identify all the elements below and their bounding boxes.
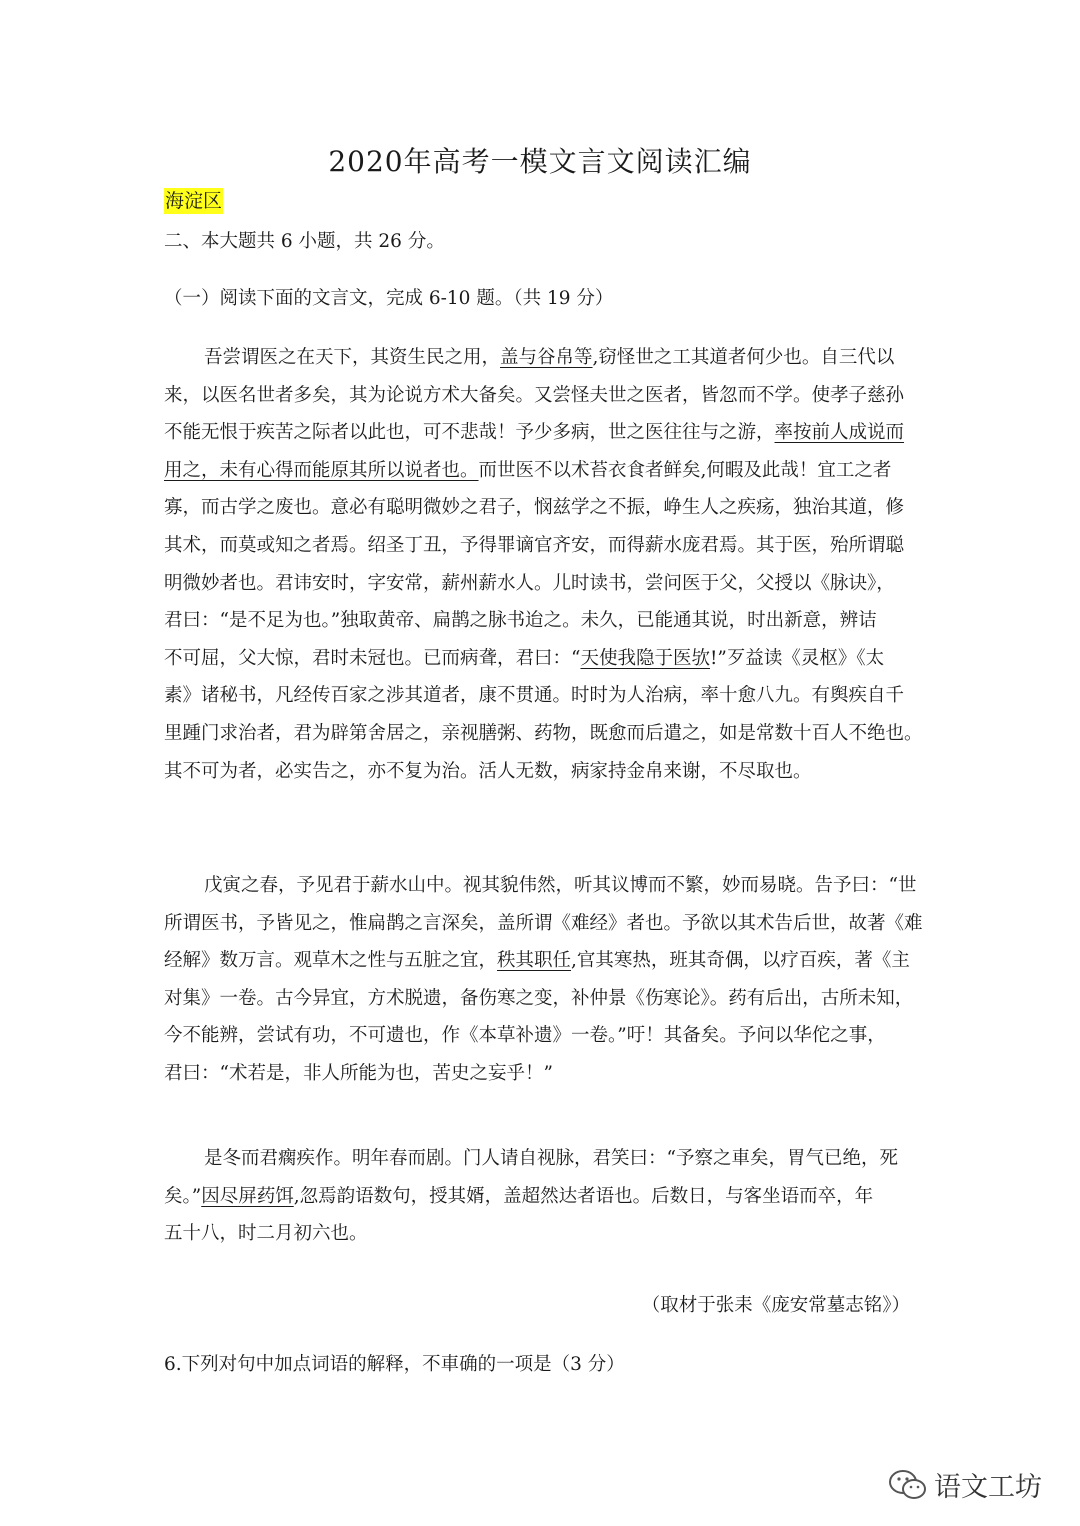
p3-line	[164, 1222, 919, 1246]
question-6: 6.下列对句中加点词语的解释，不車确的一项是（3 分）	[164, 1354, 625, 1375]
p1-line	[164, 760, 919, 784]
p2-line	[164, 1024, 919, 1048]
p1-line	[164, 609, 919, 633]
p2-line	[204, 874, 959, 898]
text-segment: 矣。”	[164, 1185, 202, 1207]
source-citation: （取材于张耒《庞安常墓志铭》）	[641, 1295, 910, 1316]
underlined-phrase: 盖与谷帛等	[500, 347, 593, 368]
watermark	[888, 1465, 1042, 1504]
text-segment: ,忽焉韵语数句，授其婿，盖超然达者语也。后数日，与客坐语而卒，年	[293, 1185, 874, 1207]
text-segment: 寡，而古学之废也。意必有聪明微妙之君子，悯兹学之不振，峥生人之疾疡，独治其道，修	[164, 497, 905, 519]
text-segment: 其不可为者，必实告之，亦不复为治。活人无数，病家持金帛来谢，不尽取也。	[164, 760, 812, 782]
p1-line	[164, 684, 919, 708]
p1-line	[164, 722, 923, 746]
text-segment: 所谓医书，予皆见之，惟扁鹊之言深矣，盖所谓《难经》者也。予欲以其术告后世，故著《难	[164, 912, 923, 934]
subsection-heading: （一）阅读下面的文言文，完成 6-10 题。（共 19 分）	[164, 288, 614, 309]
text-segment: 是冬而君瘸疾作。明年春而剧。门人请自视脉，君笑曰：“予察之車矣，胃气已绝，死	[204, 1148, 898, 1169]
underlined-phrase: 天使我隐于医欤	[580, 647, 710, 669]
text-segment: ,窃怪世之工其道者何少也。自三代以	[592, 347, 895, 368]
underlined-phrase: 秩其职任	[497, 950, 572, 971]
text-segment: ,官其寒热，班其奇偶，以疗百疾，著《主	[571, 950, 910, 971]
p2-line	[164, 912, 923, 936]
underlined-phrase: 因尽屏药饵	[201, 1185, 294, 1207]
wechat-icon	[888, 1468, 928, 1502]
p1-line	[164, 572, 919, 596]
text-segment: 来，以医名世者多矣，其为论说方术大备矣。又尝怪夫世之医者，皆忽而不学。使孝子慈孙	[164, 384, 905, 406]
p1-line	[164, 647, 919, 671]
text-segment: 今不能辨，尝试有功，不可遗也，作《本草补遗》一卷。”吁！其备矣。予问以华佗之事，	[164, 1025, 886, 1046]
text-segment: 不能无恨于疾苦之际者以此也，可不悲哉！予少多病，世之医往往与之游，	[164, 422, 775, 444]
region-label: 海淀区	[165, 190, 223, 212]
p1-line	[164, 421, 919, 445]
p3-line	[164, 1185, 919, 1209]
p1-line	[164, 534, 919, 558]
section-heading: 二、本大题共 6 小题，共 26 分。	[164, 231, 445, 252]
p3-line	[204, 1147, 959, 1171]
p1-line	[204, 346, 959, 370]
p1-line	[164, 459, 919, 483]
text-segment: 五十八，时二月初六也。	[164, 1223, 368, 1244]
underlined-phrase: 用之，未有心得而能原其所以说者也。	[164, 459, 479, 481]
p1-line	[164, 496, 919, 520]
text-segment: 而世医不以术苔衣食者鲜矣,何暇及此哉！宜工之者	[478, 459, 892, 481]
text-segment: 君曰：“是不足为也。”独取黄帝、扁鹊之脉书迨之。未久，已能通其说，时出新意，辨诘	[164, 610, 877, 632]
text-segment: 明微妙者也。君讳安时，字安常，薪州薪水人。儿时读书，尝问医于父，父授以《脉诀》，	[164, 572, 895, 594]
text-segment: 君曰：“术若是，非人所能为也，苦史之妄乎！”	[164, 1062, 553, 1084]
p2-line	[164, 949, 919, 973]
text-segment: 不可屈，父大惊，君时未冠也。已而病聋，君曰：“	[164, 647, 581, 669]
watermark-text: 语文工坊	[934, 1472, 1042, 1503]
text-segment: 经解》数万言。观草木之性与五脏之宜，	[164, 950, 498, 971]
text-segment: 戊寅之春，予见君于薪水山中。视其貌伟然，听其议博而不繁，妙而易晓。告予曰：“世	[204, 875, 917, 896]
text-segment: 素》诸秘书，凡经传百家之涉其道者，康不贯通。时时为人治病，率十愈八九。有舆疾自千	[164, 685, 905, 707]
p1-line	[164, 384, 919, 408]
text-segment: 对集》一卷。古今异宜，方术脱遗，备伤寒之变，补仲景《伤寒论》。药有后出，古所未知，	[164, 987, 914, 1009]
text-segment: 吾尝谓医之在天下，其资生民之用，	[204, 347, 501, 368]
page-title: 2020年高考一模文言文阅读汇编	[328, 145, 752, 178]
p2-line	[164, 1062, 919, 1086]
p2-line	[164, 987, 919, 1011]
text-segment: !”歹益读《灵枢》《太	[709, 647, 885, 669]
underlined-phrase: 率按前人成说而	[774, 422, 905, 444]
text-segment: 其术，而莫或知之者焉。绍圣丁丑，予得罪谪官齐安，而得薪水庞君焉。其于医，殆所谓聪	[164, 535, 905, 556]
text-segment: 里踵门求治者，君为辟第舍居之，亲视膳粥、药物，既愈而后遣之，如是常数十百人不绝也。	[164, 723, 923, 744]
